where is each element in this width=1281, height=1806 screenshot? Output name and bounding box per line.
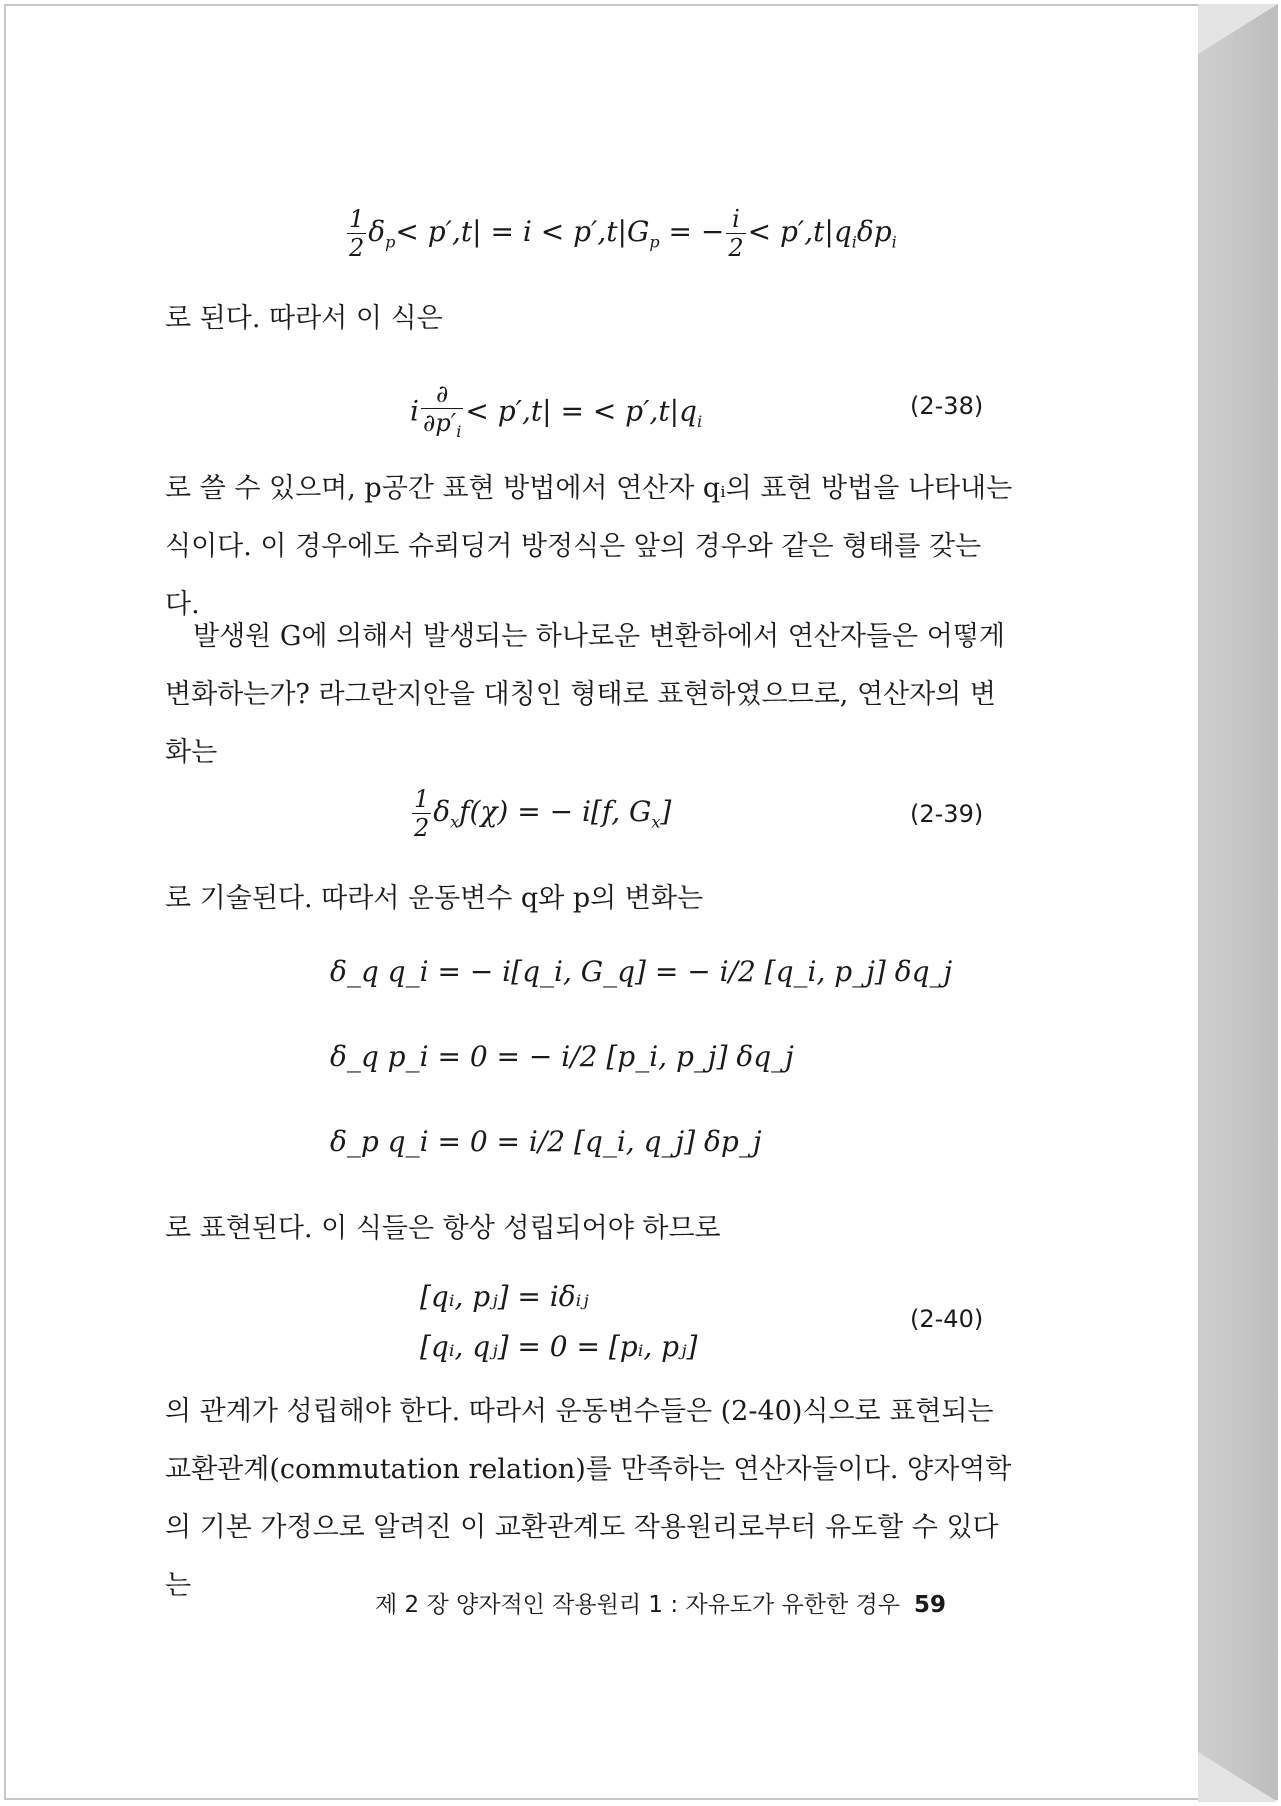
- equation-2-40-line2: [qᵢ, qⱼ] = 0 = [pᵢ, pⱼ]: [420, 1330, 698, 1363]
- paragraph: 로 표현된다. 이 식들은 항상 성립되어야 하므로: [165, 1213, 721, 1244]
- paragraph: 로 된다. 따라서 이 식은: [165, 303, 443, 334]
- fraction: $\frac{1}{2}$: [349, 205, 365, 262]
- equation-top: $\frac{1}{2}$ $\delta_p< p',t| = i < p',t|G_p$ = − $\frac{i}{2}$ < $p',t|q_i\delta p_i$: [349, 205, 897, 262]
- paragraph: 발생원 G에 의해서 발생되는 하나로운 변환하에서 연산자들은 어떻게 변화하는가? 라그란지안을 대칭인 형태로 표현하였으므로, 연산자의 변화는: [165, 621, 1005, 768]
- fraction: $\frac{i}{2}$: [728, 205, 744, 262]
- page-number: 59: [913, 1592, 946, 1618]
- equation-number: (2-40): [910, 1305, 984, 1333]
- paragraph: 의 관계가 성립해야 한다. 따라서 운동변수들은 (2-40)식으로 표현되는 교환관계(commutation relation)를 만족하는 연산자들이다. 양자역학의 기본 가정으로 알려진 이 교환관계도 작용원리로부터 유도할 수 있다는: [165, 1396, 1012, 1601]
- book-spine-bottom: [1198, 1752, 1278, 1802]
- running-title: 제 2 장 양자적인 작용원리 1 : 자유도가 유한한 경우: [375, 1592, 900, 1618]
- paragraph: 로 쓸 수 있으며, p공간 표현 방법에서 연산자 qᵢ의 표현 방법을 나타내는 식이다. 이 경우에도 슈뢰딩거 방정식은 앞의 경우와 같은 형태를 갖는다.: [165, 473, 1013, 620]
- equation-number: (2-38): [910, 392, 984, 420]
- paragraph: 로 기술된다. 따라서 운동변수 q와 p의 변화는: [165, 883, 704, 914]
- fraction: $\frac{1}{2}$: [414, 785, 430, 842]
- equation-2-39: $\frac{1}{2}$ $\delta_xf(\chi)$ = − i[f, $G_x$]: [414, 785, 672, 842]
- equation-2-38: i $\frac{\partial}{\partial p'_i}$ < p′,t| = < $p',t|q_i$: [410, 380, 702, 446]
- equation-number: (2-39): [910, 800, 984, 828]
- equation-2-40-line1: [qᵢ, pⱼ] = iδᵢⱼ: [420, 1280, 589, 1313]
- book-spine-top: [1198, 4, 1278, 54]
- book-spine: [1198, 4, 1278, 1800]
- equation-line-a: δ_q q_i = − i[q_i, G_q] = − i/2 [q_i, p_j] δq_j: [330, 955, 953, 988]
- fraction: $\frac{\partial}{\partial p'_i}$: [422, 380, 462, 441]
- page-footer: [375, 1586, 946, 1619]
- equation-line-c: δ_p q_i = 0 = i/2 [q_i, q_j] δp_j: [330, 1125, 762, 1158]
- equation-line-b: δ_q p_i = 0 = − i/2 [p_i, p_j] δq_j: [330, 1040, 794, 1073]
